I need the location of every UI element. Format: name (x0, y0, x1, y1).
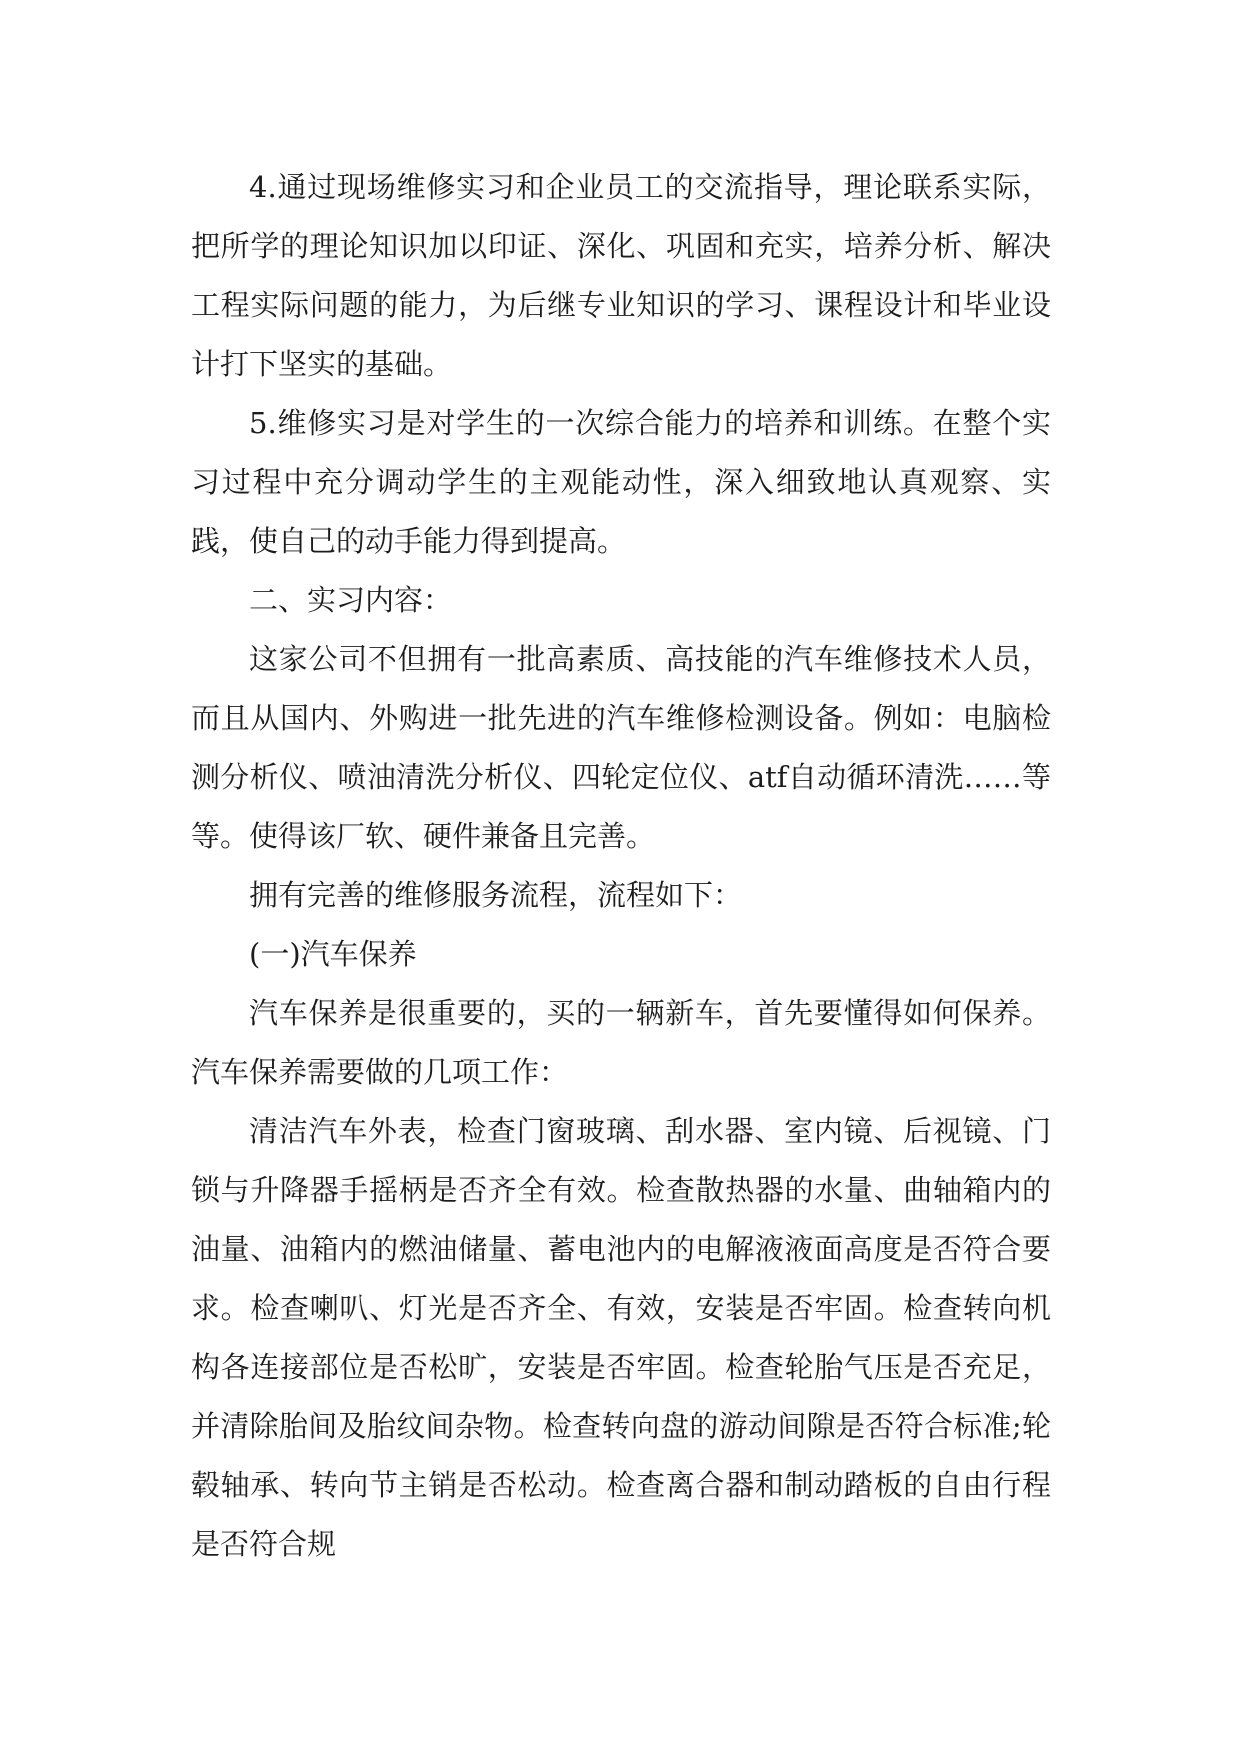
paragraph-item-5: 5.维修实习是对学生的一次综合能力的培养和训练。在整个实习过程中充分调动学生的主观能动性，深入细致地认真观察、实践，使自己的动手能力得到提高。 (191, 406, 1051, 558)
paragraph-company-intro: 这家公司不但拥有一批高素质、高技能的汽车维修技术人员，而且从国内、外购进一批先进的汽车维修检测设备。例如：电脑检测分析仪、喷油清洗分析仪、四轮定位仪、atf自动循环清洗……等等。使得该厂软、硬件兼备且完善。 (191, 642, 1051, 853)
paragraph-item-4: 4.通过现场维修实习和企业员工的交流指导，理论联系实际，把所学的理论知识加以印证、深化、巩固和充实，培养分析、解决工程实际问题的能力，为后继专业知识的学习、课程设计和毕业设计打下坚实的基础。 (191, 170, 1051, 381)
paragraph-service-process: 拥有完善的维修服务流程，流程如下： (249, 878, 743, 912)
section-heading-internship-content: 二、实习内容： (249, 583, 453, 617)
paragraph-maintenance-importance: 汽车保养是很重要的，买的一辆新车，首先要懂得如何保养。汽车保养需要做的几项工作： (191, 996, 1051, 1089)
subheading-car-maintenance: (一)汽车保养 (249, 937, 417, 971)
document-body (191, 158, 1051, 1574)
paragraph-maintenance-checklist: 清洁汽车外表，检查门窗玻璃、刮水器、室内镜、后视镜、门锁与升降器手摇柄是否齐全有效。检查散热器的水量、曲轴箱内的油量、油箱内的燃油储量、蓄电池内的电解液液面高度是否符合要求。检查喇叭、灯光是否齐全、有效，安装是否牢固。检查转向机构各连接部位是否松旷，安装是否牢固。检查轮胎气压是否充足，并清除胎间及胎纹间杂物。检查转向盘的游动间隙是否符合标准;轮毂轴承、转向节主销是否松动。检查离合器和制动踏板的自由行程是否符合规 (191, 1114, 1051, 1561)
